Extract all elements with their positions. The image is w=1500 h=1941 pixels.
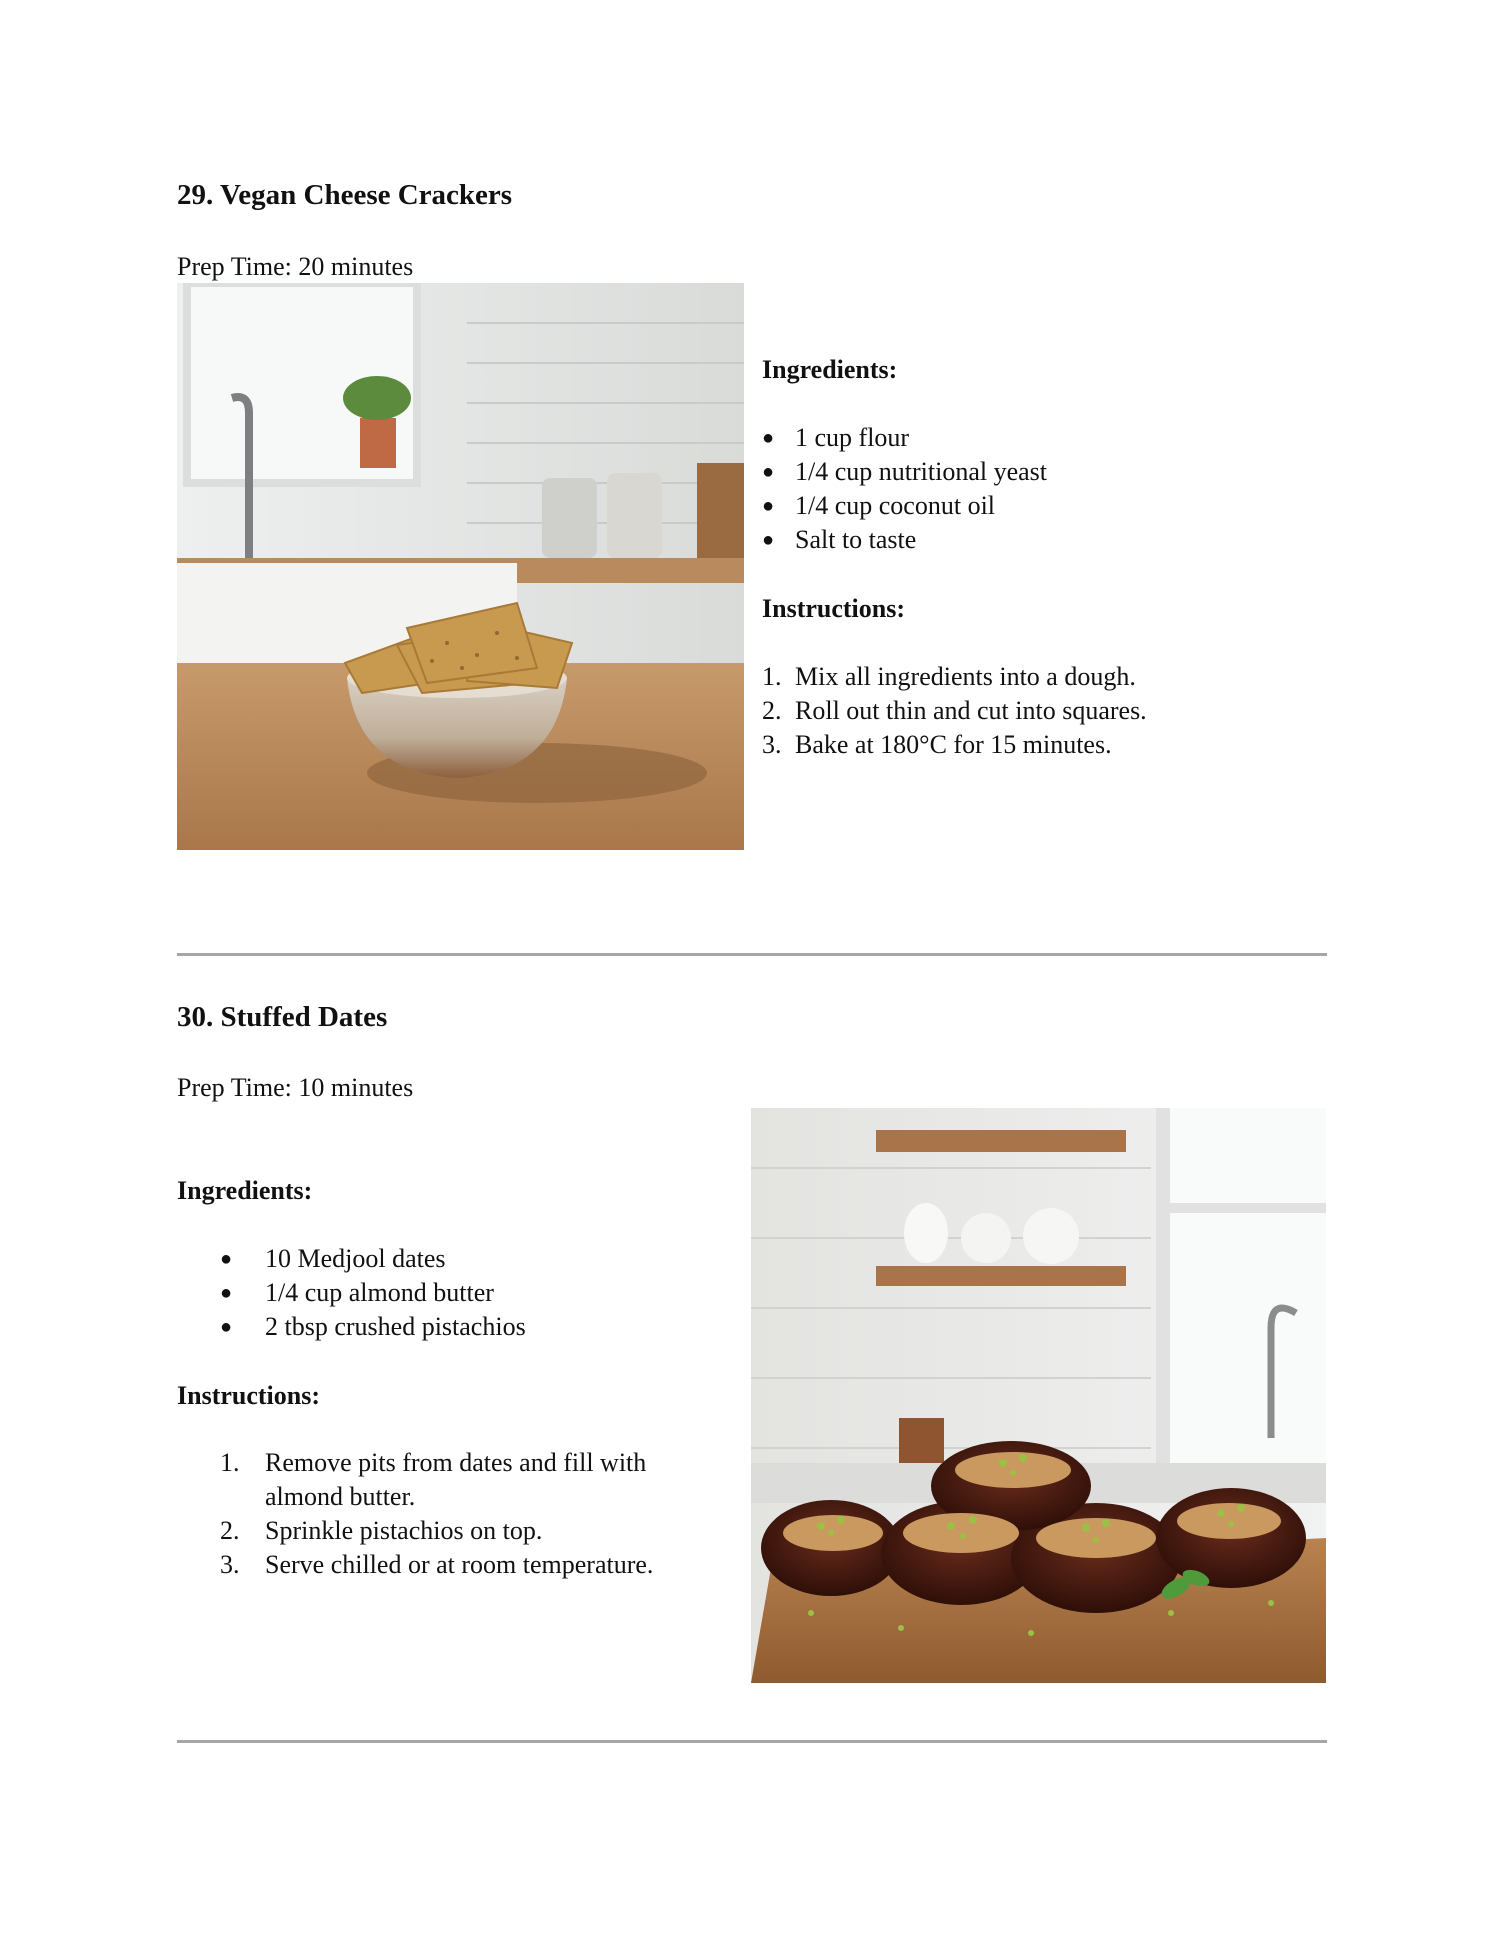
bullet-icon: ●	[762, 461, 775, 483]
list-item: 1. Remove pits from dates and fill with almond butter.	[220, 1448, 647, 1511]
recipe-title: 30. Stuffed Dates	[177, 1001, 388, 1033]
stuffed-dates-photo	[751, 1108, 1326, 1683]
ingredients-heading: Ingredients:	[177, 1176, 313, 1205]
list-item: 1. Mix all ingredients into a dough.	[762, 662, 1136, 691]
section-divider	[177, 953, 1327, 956]
bullet-icon: ●	[762, 427, 775, 449]
ingredients-heading: Ingredients:	[762, 355, 898, 384]
bullet-icon: ●	[762, 529, 775, 551]
ingredients-list	[762, 421, 1315, 557]
instructions-heading: Instructions:	[177, 1381, 321, 1410]
instructions-list	[762, 660, 1315, 762]
list-item: ● 1/4 cup nutritional yeast	[795, 455, 1315, 489]
recipe-title: 29. Vegan Cheese Crackers	[177, 179, 513, 211]
list-item: 3. Serve chilled or at room temperature.	[220, 1550, 654, 1579]
prep-time: Prep Time: 20 minutes	[177, 252, 414, 281]
prep-time: Prep Time: 10 minutes	[177, 1073, 414, 1102]
list-item: 2. Roll out thin and cut into squares.	[762, 696, 1147, 725]
bullet-icon: ●	[220, 1282, 233, 1304]
ingredients-list	[220, 1242, 725, 1344]
list-item: ● 1 cup flour	[795, 421, 1315, 455]
list-item: 2. Sprinkle pistachios on top.	[220, 1516, 543, 1545]
list-item: ● 1/4 cup coconut oil	[795, 489, 1315, 523]
section-divider	[177, 1740, 1327, 1743]
list-item: ● 2 tbsp crushed pistachios	[265, 1310, 725, 1344]
list-item: ● 10 Medjool dates	[265, 1242, 725, 1276]
list-item: 3. Bake at 180°C for 15 minutes.	[762, 730, 1112, 759]
instructions-list	[220, 1446, 725, 1582]
list-item: ● 1/4 cup almond butter	[265, 1276, 725, 1310]
list-item: ● Salt to taste	[795, 523, 1315, 557]
instructions-heading: Instructions:	[762, 594, 906, 623]
bullet-icon: ●	[220, 1248, 233, 1270]
crackers-photo	[177, 283, 744, 850]
bullet-icon: ●	[762, 495, 775, 517]
bullet-icon: ●	[220, 1316, 233, 1338]
